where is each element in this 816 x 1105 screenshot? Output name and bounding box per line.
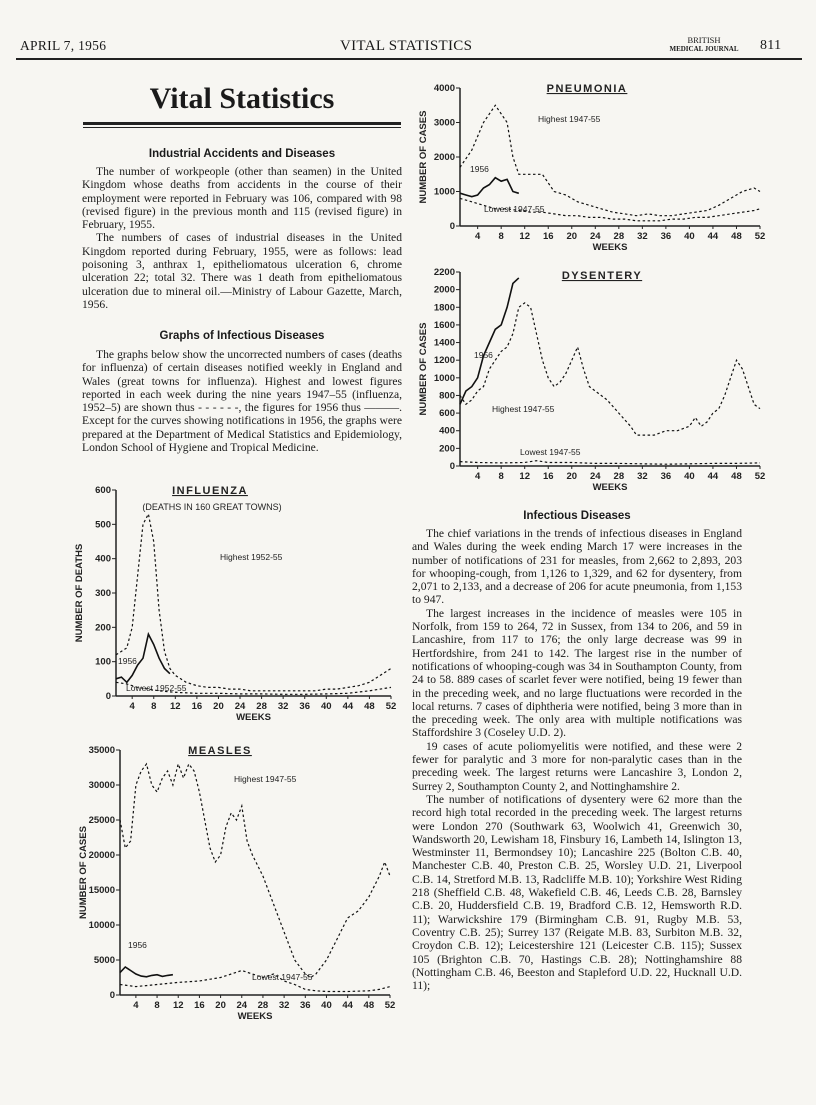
measles-ytick-label-4: 20000 bbox=[88, 850, 115, 861]
right-text-block bbox=[412, 527, 742, 992]
measles-xtick-label-10: 44 bbox=[342, 1000, 353, 1011]
pneumonia-ytick-label-1: 1000 bbox=[433, 186, 455, 198]
dysentery-ytick-label-1: 200 bbox=[439, 443, 455, 455]
heading-graphs: Graphs of Infectious Diseases bbox=[159, 330, 325, 342]
dysentery-ytick-label-8: 1600 bbox=[433, 319, 455, 331]
dysentery-xtick-label-9: 40 bbox=[684, 471, 695, 482]
influenza-xtick-label-1: 8 bbox=[151, 701, 157, 712]
dysentery-xtick-label-5: 24 bbox=[590, 471, 601, 482]
dysentery-xtick-label-3: 16 bbox=[542, 471, 554, 482]
influenza-ytick-label-2: 200 bbox=[95, 622, 111, 634]
pneumonia-annotation-2: Lowest 1947-55 bbox=[484, 204, 545, 214]
dysentery-annotation-0: 1956 bbox=[474, 350, 493, 360]
dysentery-ytick-label-3: 600 bbox=[439, 408, 455, 420]
para-variations: The chief variations in the trends of infectious diseases in England and Wales during the week ending March 17 were increases in the number of notifications of 231 for measles, from 2,662 to 2,893, 203 for whooping-cough, from 1,126 to 1,329, and 62 for dysentery, from 2,071 to 2,133, and a decrease of 206 for acute pneumonia, from 1,153 to 947. bbox=[412, 527, 742, 607]
left-text-block-2 bbox=[82, 348, 402, 454]
influenza-xtick-label-5: 24 bbox=[234, 701, 246, 712]
pneumonia-series-1956 bbox=[460, 178, 519, 197]
pneumonia-ytick-label-4: 4000 bbox=[433, 83, 455, 94]
influenza-title: INFLUENZA bbox=[172, 485, 248, 497]
dysentery-xtick-label-0: 4 bbox=[474, 471, 481, 482]
dysentery-ylabel: NUMBER OF CASES bbox=[418, 322, 429, 416]
measles-xtick-label-12: 52 bbox=[384, 1000, 396, 1011]
pneumonia-xtick-label-3: 16 bbox=[542, 231, 554, 242]
pneumonia-xtick-label-0: 4 bbox=[474, 231, 481, 242]
dysentery-xtick-label-11: 48 bbox=[731, 471, 742, 482]
measles-series-1956 bbox=[120, 967, 173, 977]
pneumonia-ytick-label-2: 2000 bbox=[433, 152, 455, 163]
measles-xtick-label-5: 24 bbox=[236, 1000, 248, 1011]
measles-ytick-label-7: 35000 bbox=[88, 745, 115, 756]
measles-ytick-label-0: 0 bbox=[109, 990, 115, 1001]
measles-ytick-label-6: 30000 bbox=[88, 780, 115, 791]
influenza-ytick-label-0: 0 bbox=[105, 691, 111, 702]
dysentery-xtick-label-2: 12 bbox=[519, 471, 530, 482]
pneumonia-ytick-label-3: 3000 bbox=[433, 117, 455, 129]
influenza-ytick-label-5: 500 bbox=[95, 519, 111, 531]
influenza-chart bbox=[60, 480, 400, 728]
pneumonia-xtick-label-1: 8 bbox=[498, 231, 504, 242]
dysentery-ytick-label-6: 1200 bbox=[433, 355, 455, 367]
header-rule bbox=[16, 58, 802, 60]
measles-annotation-0: Highest 1947-55 bbox=[234, 774, 297, 784]
title-rule-thick bbox=[83, 122, 401, 125]
para-accidents: The number of workpeople (other than seamen) in the United Kingdom whose deaths from accidents in the course of their employment were reported in February was 106, compared with 98 (revised figure) in the previous month and 115 (revised figure) in February, 1955. bbox=[82, 165, 402, 232]
measles-ytick-label-1: 5000 bbox=[93, 955, 115, 966]
dysentery-title: DYSENTERY bbox=[561, 270, 643, 282]
dysentery-ytick-label-0: 0 bbox=[449, 461, 455, 472]
heading-industrial-accidents: Industrial Accidents and Diseases bbox=[148, 148, 336, 160]
left-text-block-1 bbox=[82, 165, 402, 311]
para-dysentery-returns: The number of notifications of dysentery were 62 more than the record high total recorded in the preceding week. The largest returns were London 270 (Southwark 63, Woolwich 41, Greenwich 30, Wandsworth 20, Lewisham 18, Finsbury 16, Lambeth 14, Islington 13, Westminster 11, Bermondsey 10); Lancashire 225 (Bolton C.B. 40, Manchester C.B. 40, Preston C.B. 25, Worsley U.D. 21, Liverpool C.B. 14, Stretford M.B. 13, Radcliffe M.B. 10); Yorkshire West Riding 218 (Sheffield C.B. 48, Wakefield C.B. 46, Leeds C.B. 28, Barnsley C.B. 20, Huddersfield C.B. 19, Bradford C.B. 12, Hemsworth R.D. 11); Warwickshire 179 (Birmingham C.B. 91, Rugby M.B. 53, Coventry C.B. 25); Surrey 137 (Reigate M.B. 83, Surbiton M.B. 32, Croydon C.B. 12); Leicestershire 121 (Leicester C.B. 115); Sussex 105 (Brighton C.B. 70, Hastings C.B. 28); Nottinghamshire 88 (Nottingham C.B. 46, Beeston and Stapleford U.D. 22, Hucknall U.D. 11); bbox=[412, 792, 742, 993]
pneumonia-series-highest-1947-55 bbox=[460, 105, 760, 215]
influenza-xtick-label-3: 16 bbox=[191, 701, 203, 712]
measles-xtick-label-3: 16 bbox=[194, 1000, 205, 1011]
dysentery-ytick-label-4: 800 bbox=[439, 390, 455, 402]
dysentery-chart bbox=[412, 262, 772, 494]
measles-xtick-label-2: 12 bbox=[172, 1000, 184, 1011]
dysentery-ytick-label-9: 1800 bbox=[433, 302, 455, 314]
dysentery-ytick-label-7: 1400 bbox=[433, 337, 455, 349]
dysentery-xtick-label-12: 52 bbox=[754, 471, 766, 482]
pneumonia-xtick-label-5: 24 bbox=[590, 231, 601, 242]
pneumonia-title: PNEUMONIA bbox=[546, 83, 628, 95]
pneumonia-ytick-label-0: 0 bbox=[449, 221, 455, 232]
dysentery-xtick-label-1: 8 bbox=[498, 471, 504, 482]
influenza-xtick-label-10: 44 bbox=[342, 701, 354, 712]
header-section: VITAL STATISTICS bbox=[340, 38, 473, 54]
dysentery-xtick-label-8: 36 bbox=[660, 471, 672, 482]
pneumonia-xtick-label-9: 40 bbox=[684, 231, 695, 242]
influenza-ytick-label-3: 300 bbox=[95, 588, 111, 599]
influenza-xtick-label-2: 12 bbox=[170, 701, 181, 712]
measles-xtick-label-6: 28 bbox=[257, 1000, 269, 1011]
dysentery-xlabel: WEEKS bbox=[592, 482, 628, 493]
dysentery-ytick-label-5: 1000 bbox=[433, 372, 455, 384]
para-industrial-diseases: The numbers of cases of industrial diseases in the United Kingdom reported during February, 1955, were as follows: lead poisoning 3, anthrax 1, epitheliomatous ulceration 6, chrome ulceration 22; total 32. There was 1 death from epitheliomatous ulceration due to mineral oil.—Ministry of Labour Gazette, March, 1956. bbox=[82, 231, 402, 311]
measles-series-highest-1947-55 bbox=[120, 764, 390, 978]
measles-annotation-1: 1956 bbox=[128, 940, 147, 950]
title-rule-thin bbox=[83, 127, 401, 128]
dysentery-xtick-label-7: 32 bbox=[637, 471, 648, 482]
dysentery-ytick-label-11: 2200 bbox=[433, 267, 455, 278]
influenza-ytick-label-4: 400 bbox=[95, 553, 111, 565]
measles-ytick-label-3: 15000 bbox=[88, 885, 115, 896]
para-measles-whooping: The largest increases in the incidence of measles were 105 in Norfolk, from 159 to 264, 72 in Sussex, from 134 to 206, and 59 in Lancashire, from 117 to 176; the only large decrease was 99 in Hertfordshire, from 241 to 142. The largest rise in the number of notifications of whooping-cough was 34 in Southampton County, from 24 to 58. 889 cases of scarlet fever were notified, being 19 fewer than in the preceding week, and no large fluctuations were recorded in the local returns. 7 cases of diphtheria were notified, being 3 more than in the preceding week. The only area with multiple notifications was Staffordshire 3 (Coseley U.D. 2). bbox=[412, 606, 742, 740]
influenza-xtick-label-7: 32 bbox=[277, 701, 289, 712]
pneumonia-xtick-label-10: 44 bbox=[707, 231, 719, 242]
measles-chart bbox=[60, 738, 400, 1023]
influenza-xtick-label-0: 4 bbox=[129, 701, 135, 712]
measles-annotation-2: Lowest 1947-55 bbox=[252, 972, 313, 982]
measles-xtick-label-7: 32 bbox=[278, 1000, 290, 1011]
pneumonia-xtick-label-2: 12 bbox=[519, 231, 530, 242]
influenza-xtick-label-9: 40 bbox=[321, 701, 332, 712]
dysentery-series-highest-1947-55 bbox=[460, 303, 760, 435]
pneumonia-xtick-label-6: 28 bbox=[613, 231, 625, 242]
measles-ytick-label-5: 25000 bbox=[88, 815, 115, 826]
pneumonia-xtick-label-12: 52 bbox=[754, 231, 766, 242]
measles-xtick-label-11: 48 bbox=[363, 1000, 375, 1011]
pneumonia-xlabel: WEEKS bbox=[592, 242, 628, 253]
influenza-series-highest-1952-55 bbox=[116, 514, 391, 691]
header-date: APRIL 7, 1956 bbox=[20, 38, 107, 53]
dysentery-xtick-label-6: 28 bbox=[613, 471, 625, 482]
pneumonia-chart bbox=[412, 78, 772, 253]
para-poliomyelitis: 19 cases of acute poliomyelitis were notified, and these were 2 fewer for paralytic and 3 more for non-paralytic cases than in the preceding week. The largest returns were Lancashire 3, London 2, Surrey 2, Southampton County 2, and Nottinghamshire 2. bbox=[412, 739, 742, 793]
influenza-xlabel: WEEKS bbox=[236, 712, 271, 723]
dysentery-annotation-1: Highest 1947-55 bbox=[492, 404, 555, 414]
measles-xlabel: WEEKS bbox=[237, 1011, 273, 1022]
para-graphs: The graphs below show the uncorrected numbers of cases (deaths for influenza) of certain diseases notified weekly in England and Wales (great towns for influenza). Highest and lowest figures reported in each week during the nine years 1947–55 (influenza, 1952–5) are shown thus - - - - - -, the figures for 1956 thus ———. Except for the curves showing notifications in 1956, the graphs were prepared at the Department of Medical Statistics and Epidemiology, London School of Hygiene and Tropical Medicine. bbox=[82, 348, 402, 455]
measles-xtick-label-0: 4 bbox=[133, 1000, 139, 1011]
measles-ytick-label-2: 10000 bbox=[88, 920, 115, 931]
pneumonia-xtick-label-11: 48 bbox=[731, 231, 742, 242]
journal-mark bbox=[664, 36, 744, 54]
influenza-xtick-label-6: 28 bbox=[256, 701, 267, 712]
pneumonia-xtick-label-7: 32 bbox=[637, 231, 648, 242]
measles-xtick-label-9: 40 bbox=[321, 1000, 332, 1011]
journal-line1: BRITISH bbox=[687, 35, 721, 45]
influenza-ylabel: NUMBER OF DEATHS bbox=[74, 543, 85, 643]
influenza-annotation-0: Highest 1952-55 bbox=[220, 552, 283, 562]
pneumonia-xtick-label-4: 20 bbox=[566, 231, 578, 242]
influenza-ytick-label-1: 100 bbox=[95, 656, 111, 668]
measles-title: MEASLES bbox=[188, 745, 252, 757]
pneumonia-annotation-1: 1956 bbox=[470, 164, 489, 174]
pneumonia-annotation-0: Highest 1947-55 bbox=[538, 114, 601, 124]
dysentery-ytick-label-10: 2000 bbox=[433, 284, 455, 296]
page-title: Vital Statistics bbox=[149, 82, 335, 115]
influenza-xtick-label-8: 36 bbox=[299, 701, 311, 712]
measles-xtick-label-4: 20 bbox=[215, 1000, 226, 1011]
dysentery-ytick-label-2: 400 bbox=[439, 425, 455, 437]
page-number: 811 bbox=[760, 38, 782, 53]
measles-xtick-label-8: 36 bbox=[300, 1000, 311, 1011]
influenza-annotation-2: Lowest 1952-55 bbox=[126, 683, 187, 693]
measles-xtick-label-1: 8 bbox=[154, 1000, 160, 1011]
dysentery-series-lowest-1947-55 bbox=[460, 461, 760, 465]
dysentery-xtick-label-10: 44 bbox=[707, 471, 719, 482]
heading-infectious-diseases: Infectious Diseases bbox=[523, 510, 631, 522]
pneumonia-xtick-label-8: 36 bbox=[660, 231, 672, 242]
influenza-xtick-label-4: 20 bbox=[213, 701, 224, 712]
dysentery-series-1956 bbox=[460, 278, 519, 404]
influenza-xtick-label-12: 52 bbox=[385, 701, 397, 712]
influenza-annotation-1: 1956 bbox=[118, 656, 137, 666]
journal-line2: MEDICAL JOURNAL bbox=[669, 45, 739, 53]
influenza-subtitle: (DEATHS IN 160 GREAT TOWNS) bbox=[142, 502, 282, 512]
influenza-xtick-label-11: 48 bbox=[364, 701, 375, 712]
measles-ylabel: NUMBER OF CASES bbox=[78, 826, 89, 919]
dysentery-annotation-2: Lowest 1947-55 bbox=[520, 447, 581, 457]
influenza-ytick-label-6: 600 bbox=[95, 485, 111, 496]
dysentery-xtick-label-4: 20 bbox=[566, 471, 578, 482]
pneumonia-ylabel: NUMBER OF CASES bbox=[418, 110, 429, 204]
